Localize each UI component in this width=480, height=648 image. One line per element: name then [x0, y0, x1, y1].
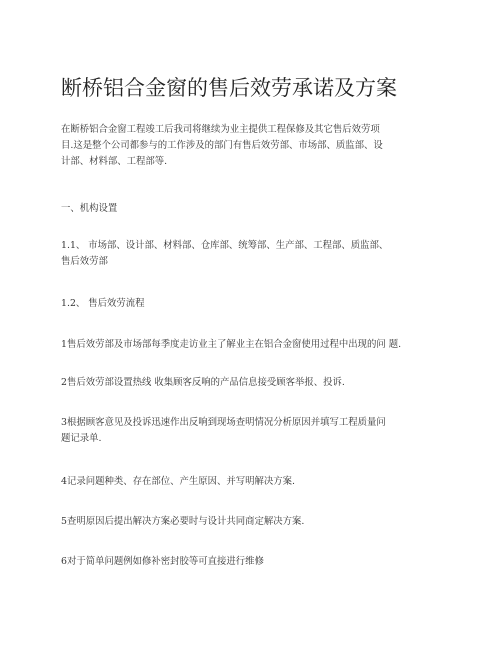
step-2-text: 2售后效劳部设置热线 收集顾客反响的产品信息接受顾客举报、投诉. — [61, 377, 345, 388]
step-5-text: 5查明原因后提出解决方案必要时与设计共同商定解决方案. — [61, 516, 305, 527]
section-heading-organization — [61, 201, 431, 217]
step-3-line-2: 题记录单. — [61, 433, 102, 444]
step-3 — [61, 415, 431, 447]
step-4 — [61, 474, 431, 490]
section-heading-text: 一、机构设置 — [61, 203, 118, 214]
section-1-1-line-2: 售后效劳部 — [61, 256, 108, 267]
section-1-2-text: 1.2、 售后效劳流程 — [61, 298, 145, 309]
section-1-1 — [61, 238, 431, 270]
section-1-1-line-1: 1.1、 市场部、设计部、材料部、仓库部、统筹部、生产部、工程部、质监部、 — [61, 240, 389, 251]
intro-line-1: 在断桥铝合金窗工程竣工后我司将继续为业主提供工程保修及其它售后效劳项 — [61, 124, 380, 135]
step-6-text: 6对于简单问题例如修补密封胶等可直接进行维修 — [61, 556, 264, 567]
step-2 — [61, 375, 431, 391]
section-1-2 — [61, 296, 431, 312]
step-1 — [61, 337, 431, 353]
step-1-text: 1售后效劳部及市场部每季度走访业主了解业主在铝合金窗使用过程中出现的问 题. — [61, 339, 402, 350]
step-3-line-1: 3根据顾客意见及投诉迅速作出反响到现场查明情况分析原因并填写工程质量问 — [61, 417, 386, 428]
intro-line-3: 计部、材料部、工程部等. — [61, 156, 168, 167]
step-4-text: 4记录问题种类、存在部位、产生原因、并写明解决方案. — [61, 476, 295, 487]
intro-line-2: 目.这是整个公司都参与的工作涉及的部门有售后效劳部、市场部、质监部、设 — [61, 140, 383, 151]
step-5 — [61, 514, 431, 530]
document-title: 断桥铝合金窗的售后效劳承诺及方案 — [61, 76, 397, 100]
intro-paragraph — [61, 122, 431, 170]
step-6 — [61, 554, 431, 570]
